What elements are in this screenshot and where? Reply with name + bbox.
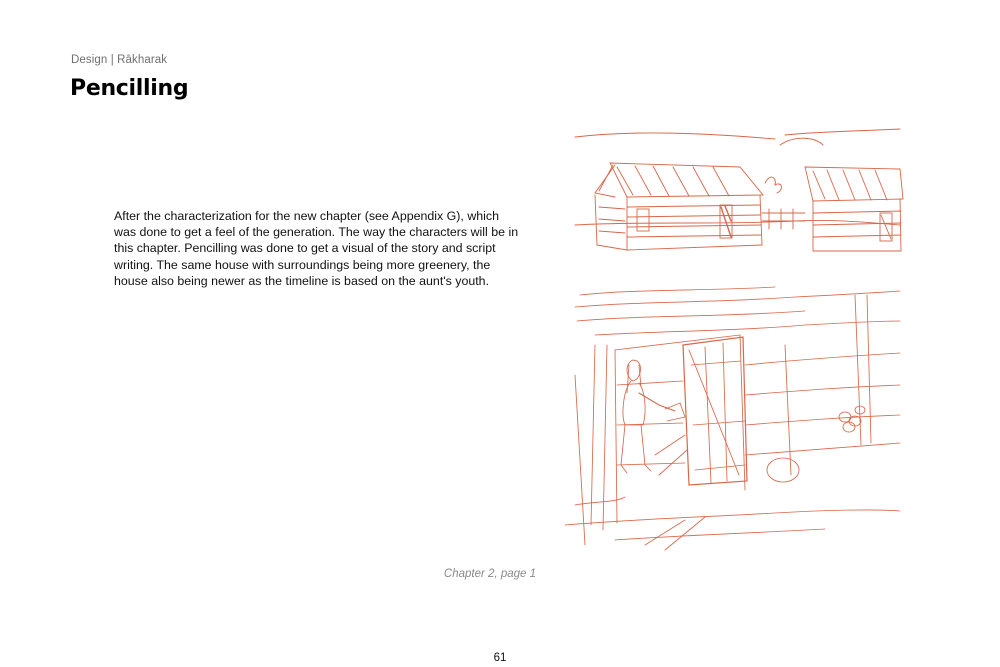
header-kicker: Design | Rākharak: [71, 54, 168, 66]
page-number: 61: [493, 652, 507, 664]
figure-caption: Chapter 2, page 1: [443, 568, 536, 580]
sketch-panel-bottom: [565, 287, 900, 550]
pencil-sketch-illustration: [555, 125, 905, 555]
body-paragraph: After the characterization for the new chapter (see Appendix G), which was done to get a feel of the generation. The way the characters will be in this chapter. Pencilling was done to get a visual of the story and script writing. The same house with surroundings being more greenery, the house also being newer as the timeline is based on the aunt's youth.: [114, 209, 519, 288]
page-title: Pencilling: [70, 76, 189, 101]
sketch-panel-top: [575, 129, 903, 251]
